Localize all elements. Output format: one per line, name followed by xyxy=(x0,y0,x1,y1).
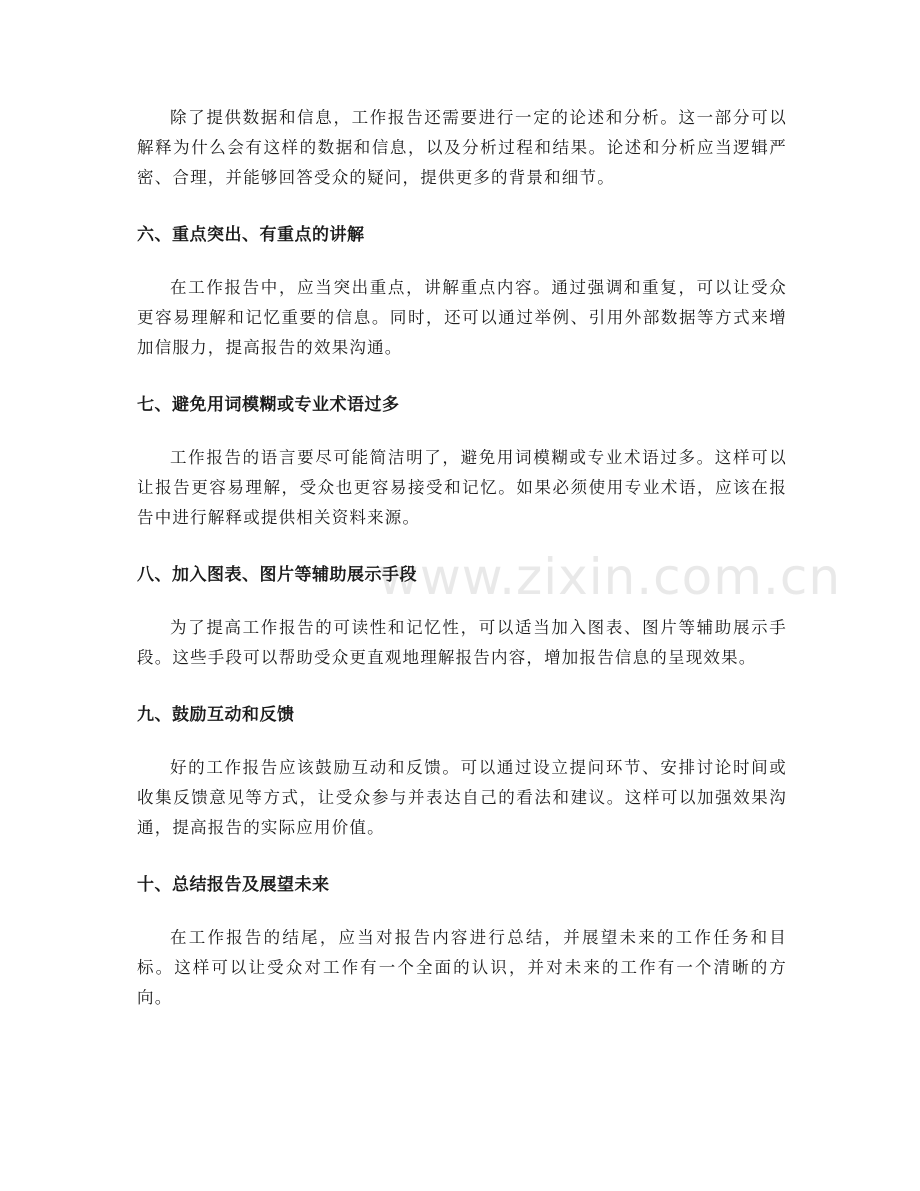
section-paragraph-7: 工作报告的语言要尽可能简洁明了，避免用词模糊或专业术语过多。这样可以让报告更容易理解，受众也更容易接受和记忆。如果必须使用专业术语，应该在报告中进行解释或提供相关资料来源。 xyxy=(137,448,787,527)
section-heading-8: 八、加入图表、图片等辅助展示手段 xyxy=(137,565,417,585)
section-paragraph-6: 在工作报告中，应当突出重点，讲解重点内容。通过强调和重复，可以让受众更容易理解和记忆重要的信息。同时，还可以通过举例、引用外部数据等方式来增加信服力，提高报告的效果沟通。 xyxy=(137,278,787,357)
section-heading-9: 九、鼓励互动和反馈 xyxy=(137,705,295,725)
section-heading-7: 七、避免用词模糊或专业术语过多 xyxy=(137,395,400,415)
section-heading-6: 六、重点突出、有重点的讲解 xyxy=(137,225,365,245)
document-body xyxy=(137,103,787,1013)
section-paragraph-8: 为了提高工作报告的可读性和记忆性，可以适当加入图表、图片等辅助展示手段。这些手段可以帮助受众更直观地理解报告内容，增加报告信息的呈现效果。 xyxy=(137,618,787,667)
intro-paragraph: 除了提供数据和信息，工作报告还需要进行一定的论述和分析。这一部分可以解释为什么会有这样的数据和信息，以及分析过程和结果。论述和分析应当逻辑严密、合理，并能够回答受众的疑问，提供更多的背景和细节。 xyxy=(137,108,787,187)
section-heading-10: 十、总结报告及展望未来 xyxy=(137,875,330,895)
section-paragraph-10: 在工作报告的结尾，应当对报告内容进行总结，并展望未来的工作任务和目标。这样可以让受众对工作有一个全面的认识，并对未来的工作有一个清晰的方向。 xyxy=(137,928,787,1007)
watermark: www.zixin.com.cn xyxy=(378,548,842,606)
section-paragraph-9: 好的工作报告应该鼓励互动和反馈。可以通过设立提问环节、安排讨论时间或收集反馈意见等方式，让受众参与并表达自己的看法和建议。这样可以加强效果沟通，提高报告的实际应用价值。 xyxy=(137,758,787,837)
